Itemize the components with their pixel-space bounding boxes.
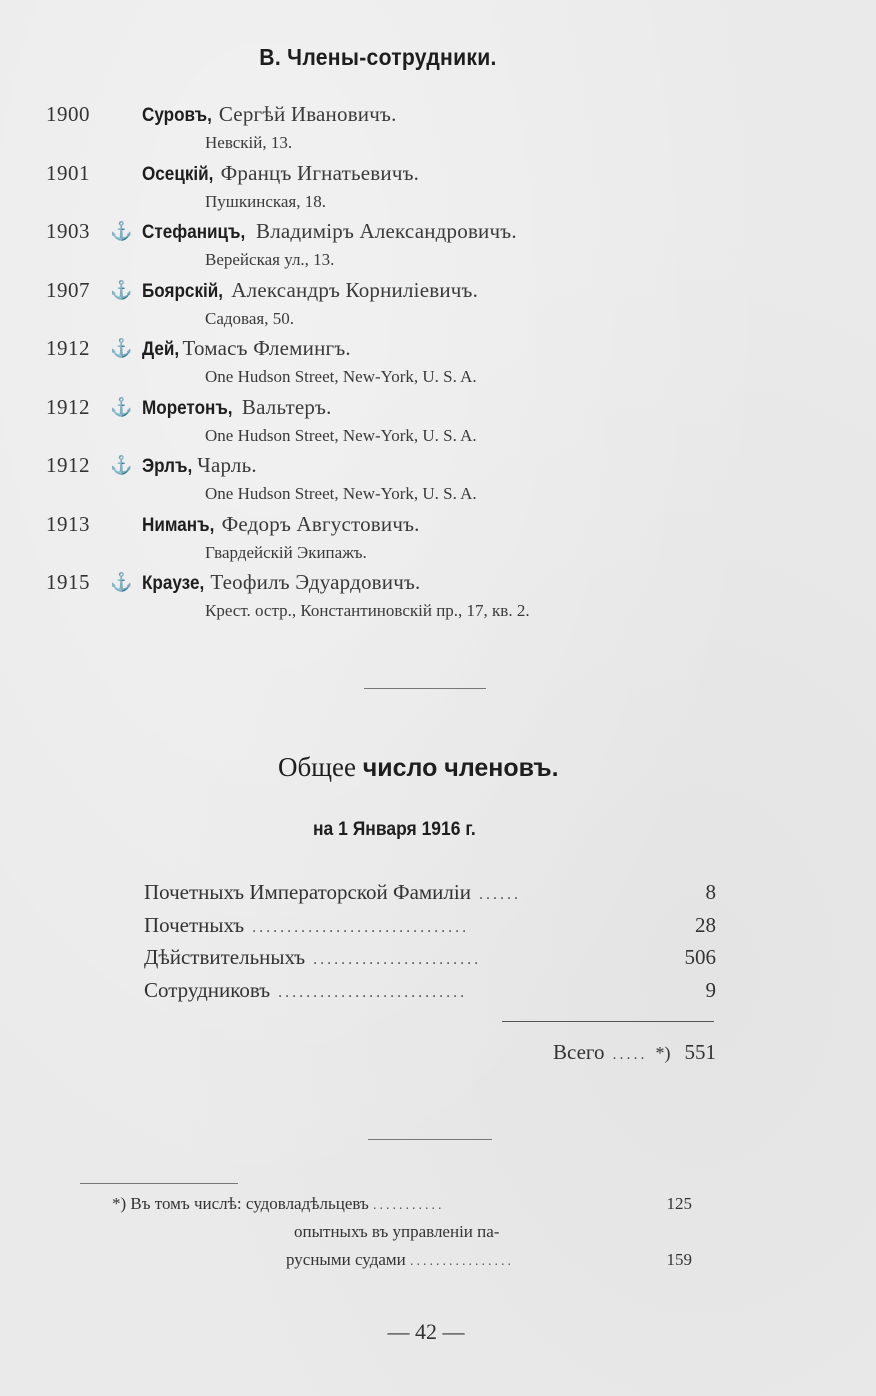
dot-leader: ........................ bbox=[313, 951, 482, 968]
member-address: Невскій, 13. bbox=[205, 133, 293, 152]
member-entry bbox=[0, 217, 876, 276]
dot-leader: ........... bbox=[373, 1198, 445, 1213]
totals-row-label: Почетныхъ bbox=[144, 912, 245, 937]
member-entry bbox=[0, 100, 876, 159]
member-surname: Суровъ, bbox=[142, 105, 212, 126]
totals-row-label: Дѣйствительныхъ bbox=[144, 945, 306, 969]
member-year: 1903 bbox=[46, 219, 90, 243]
member-name bbox=[142, 102, 397, 127]
footnote bbox=[112, 1194, 692, 1278]
member-given-name: Федоръ Августовичъ. bbox=[221, 511, 420, 536]
totals-row-value: 506 bbox=[684, 945, 716, 969]
footnote-label: судовладѣльцевъ bbox=[245, 1194, 369, 1213]
footnote-label: русными судами bbox=[286, 1250, 406, 1269]
member-year: 1912 bbox=[46, 394, 90, 419]
totals-row bbox=[144, 880, 716, 913]
totals-row-label: Почетныхъ Императорской Фамиліи bbox=[144, 880, 471, 904]
sum-value: 551 bbox=[684, 1040, 716, 1064]
member-entry bbox=[0, 451, 876, 510]
member-given-name: Александръ Корниліевичъ. bbox=[231, 277, 479, 302]
member-given-name: Вальтеръ. bbox=[241, 394, 332, 419]
totals-title bbox=[278, 752, 559, 783]
member-name bbox=[142, 395, 332, 420]
member-surname: Стефаницъ, bbox=[142, 222, 246, 243]
footnote-rule bbox=[80, 1183, 238, 1184]
page-number: — 42 — bbox=[387, 1319, 465, 1344]
footnote-value: 159 bbox=[666, 1250, 692, 1269]
member-surname: Эрлъ, bbox=[142, 456, 193, 477]
dot-leader: ........................... bbox=[278, 983, 468, 1001]
member-surname: Моретонъ, bbox=[142, 397, 233, 419]
member-address: Садовая, 50. bbox=[205, 308, 294, 328]
member-address: One Hudson Street, New-York, U. S. A. bbox=[205, 425, 477, 445]
member-surname: Дей, bbox=[142, 339, 180, 360]
totals-table bbox=[144, 880, 716, 1010]
member-year: 1901 bbox=[46, 160, 90, 185]
dot-leader: ...... bbox=[478, 886, 521, 903]
member-address: One Hudson Street, New-York, U. S. A. bbox=[205, 484, 477, 503]
member-surname: Краузе, bbox=[142, 573, 205, 594]
totals-row-label: Сотрудниковъ bbox=[144, 977, 271, 1002]
member-given-name: Францъ Игнатьевичъ. bbox=[220, 160, 420, 185]
member-entry bbox=[0, 393, 876, 452]
totals-row-value: 8 bbox=[705, 880, 716, 904]
footnote-marker: *) bbox=[655, 1043, 671, 1063]
anchor-icon: ⚓ bbox=[110, 572, 133, 592]
footnote-line bbox=[112, 1222, 692, 1250]
member-surname: Боярскій, bbox=[142, 280, 224, 302]
member-name bbox=[142, 278, 478, 303]
member-name bbox=[142, 336, 351, 361]
member-year: 1913 bbox=[46, 511, 90, 536]
member-year: 1900 bbox=[46, 102, 90, 126]
member-surname: Ниманъ, bbox=[142, 514, 215, 536]
member-address: Крест. остр., Константиновскій пр., 17, кв. 2. bbox=[205, 601, 530, 620]
member-given-name: Владиміръ Александровичъ. bbox=[256, 219, 517, 243]
anchor-icon: ⚓ bbox=[110, 221, 133, 241]
anchor-icon: ⚓ bbox=[110, 279, 133, 300]
totals-row-value: 9 bbox=[705, 977, 716, 1002]
totals-title-bold: число членовъ. bbox=[362, 754, 559, 782]
anchor-icon: ⚓ bbox=[110, 396, 133, 417]
dot-leader: ................ bbox=[410, 1254, 514, 1269]
member-year: 1915 bbox=[46, 570, 90, 594]
footnote-value: 125 bbox=[666, 1194, 692, 1213]
member-name bbox=[142, 219, 517, 244]
totals-subtitle: на 1 Января 1916 г. bbox=[313, 819, 476, 840]
member-year: 1907 bbox=[46, 277, 90, 302]
member-entry bbox=[0, 159, 876, 218]
member-name bbox=[142, 570, 420, 595]
footnote-label: опытныхъ въ управленіи па- bbox=[294, 1222, 500, 1241]
footnote-intro: Въ томъ числѣ: bbox=[130, 1194, 242, 1213]
dot-leader: ..... bbox=[612, 1046, 648, 1063]
member-entry bbox=[0, 568, 876, 627]
totals-sum-row bbox=[144, 1040, 716, 1065]
member-name bbox=[142, 512, 420, 537]
member-surname: Осецкій, bbox=[142, 163, 214, 185]
footnote-marker: *) bbox=[112, 1194, 127, 1213]
member-address: Верейская ул., 13. bbox=[205, 250, 335, 269]
totals-row bbox=[144, 945, 716, 978]
member-address: Пушкинская, 18. bbox=[205, 191, 326, 211]
section-title: В. Члены-сотрудники. bbox=[259, 44, 497, 70]
sum-label: Всего bbox=[553, 1040, 605, 1064]
totals-row-value: 28 bbox=[695, 912, 716, 937]
member-address: One Hudson Street, New-York, U. S. A. bbox=[205, 367, 477, 386]
totals-row bbox=[144, 913, 716, 946]
totals-title-plain: Общее bbox=[278, 752, 356, 782]
member-entry bbox=[0, 276, 876, 335]
member-name bbox=[142, 161, 419, 186]
member-entry bbox=[0, 334, 876, 393]
member-year: 1912 bbox=[46, 453, 90, 477]
member-address: Гвардейскій Экипажъ. bbox=[205, 542, 367, 562]
anchor-icon: ⚓ bbox=[110, 455, 133, 475]
footnote-line bbox=[112, 1250, 692, 1278]
anchor-icon: ⚓ bbox=[110, 338, 133, 358]
member-name bbox=[142, 453, 257, 478]
member-given-name: Теофилъ Эдуардовичъ. bbox=[210, 570, 421, 594]
section-divider bbox=[368, 1139, 492, 1140]
member-entry bbox=[0, 510, 876, 569]
section-divider bbox=[364, 688, 486, 689]
member-given-name: Чарль. bbox=[197, 453, 257, 477]
sum-rule bbox=[502, 1021, 714, 1022]
member-given-name: Томасъ Флемингъ. bbox=[182, 336, 351, 360]
dot-leader: ............................... bbox=[252, 918, 470, 936]
members-list bbox=[0, 100, 876, 627]
footnote-line bbox=[112, 1194, 692, 1222]
member-given-name: Сергѣй Ивановичъ. bbox=[218, 102, 397, 126]
member-year: 1912 bbox=[46, 336, 90, 360]
totals-row bbox=[144, 978, 716, 1011]
